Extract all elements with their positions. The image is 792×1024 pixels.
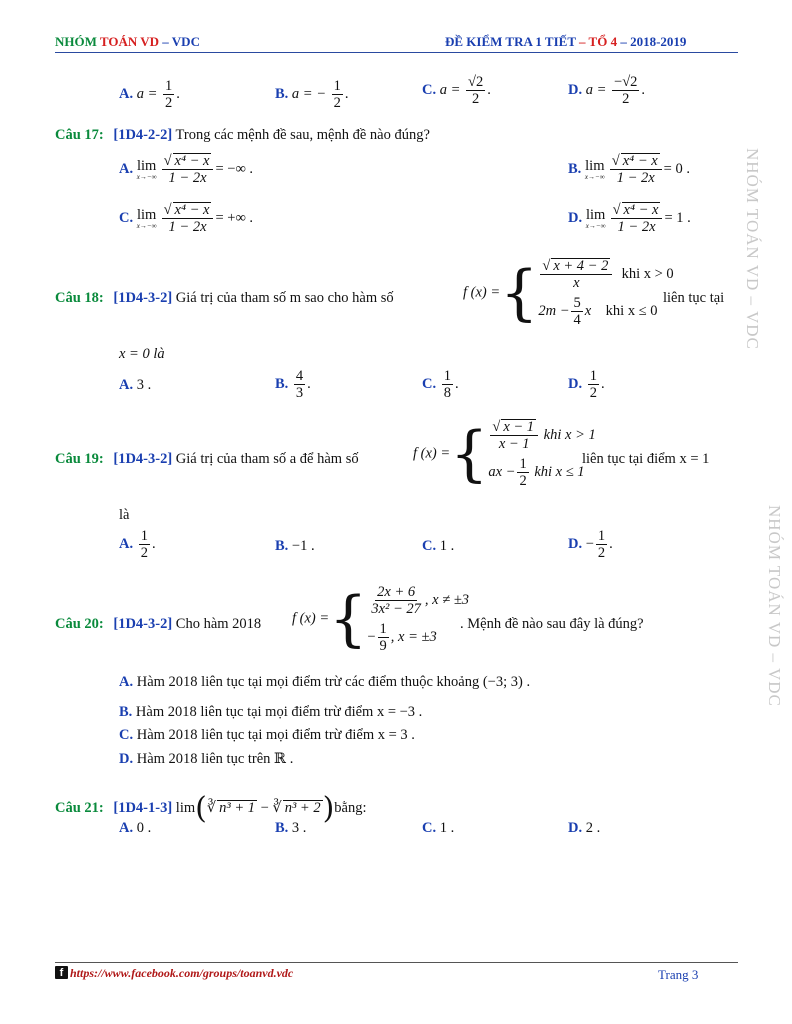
header-left-a: NHÓM (55, 34, 100, 49)
q16-option-b[interactable]: B. a = − $\frac{1}{2}$ . (275, 78, 349, 111)
q17-option-d[interactable]: D. lim x→−∞ $\frac{\text{√ x⁴ − x}}{1 - 2x}$ = 1 . (568, 202, 691, 235)
q19-brace: { (450, 419, 489, 489)
q21-option-d[interactable]: D. 2 . (568, 820, 601, 836)
q19-line2: là (119, 507, 130, 523)
q16-option-c[interactable]: C. a = $\frac{√2}{2}$ . (422, 74, 491, 107)
q18-number: Câu 18: (55, 290, 104, 306)
q17-option-a[interactable]: A. lim x→−∞ $\frac{\text{√ x⁴ − x}}{1 - 2x}$ = −∞ . (119, 153, 254, 186)
q20-number: Câu 20: (55, 616, 104, 632)
q21-tag: [1D4-1-3] (113, 799, 173, 816)
q19-option-c[interactable]: C. 1 . (422, 538, 455, 554)
q19-option-b[interactable]: B. −1 . (275, 538, 315, 554)
q21-option-a[interactable]: A. 0 . (119, 820, 152, 836)
header-right-c: – 2018-2019 (617, 34, 687, 49)
header-exam-title (445, 34, 686, 50)
q20-tag: [1D4-3-2] (113, 616, 173, 632)
q18-text: Giá trị của tham số m sao cho hàm số (175, 290, 394, 306)
watermark-bottom: NHÓM TOÁN VD – VDC (765, 505, 784, 707)
footer-rule (55, 962, 738, 963)
header-left-d: – VDC (159, 34, 200, 49)
q18-tag: [1D4-3-2] (113, 290, 173, 306)
question-18 (55, 290, 394, 307)
q20-option-c[interactable]: C. Hàm 2018 liên tục tại mọi điểm trừ điểm x = 3 . (119, 727, 415, 743)
header-right-b: – TỔ 4 (575, 34, 618, 49)
question-20 (55, 616, 261, 633)
q19-tail: liên tục tại điểm x = 1 (582, 451, 710, 467)
q18-line2: x = 0 là (119, 346, 165, 362)
footer-page-number: Trang 3 (658, 967, 699, 982)
q21-option-b[interactable]: B. 3 . (275, 820, 307, 836)
q16-option-d[interactable]: D. a = $\frac{-√2}{2}$ . (568, 74, 646, 107)
q19-number: Câu 19: (55, 451, 104, 467)
q17-option-b[interactable]: B. lim x→−∞ $\frac{\text{√ x⁴ − x}}{1 - 2x}$ = 0 . (568, 153, 690, 186)
q20-option-d[interactable]: D. Hàm 2018 liên tục trên ℝ . (119, 751, 294, 767)
header-right-a: ĐỀ KIỂM TRA 1 TIẾT (445, 34, 576, 49)
header-left-c: VD (137, 34, 160, 49)
q21-lim: lim (175, 799, 196, 816)
facebook-icon[interactable]: f (55, 966, 68, 979)
q20-option-a[interactable]: A. Hàm 2018 liên tục tại mọi điểm trừ các điểm thuộc khoảng (−3; 3) . (119, 674, 531, 690)
q17-tag: [1D4-2-2] (113, 127, 173, 143)
footer-facebook-link[interactable]: https://www.facebook.com/groups/toanvd.vdc (70, 966, 294, 980)
q20-option-b[interactable]: B. Hàm 2018 liên tục tại mọi điểm trừ điểm x = −3 . (119, 704, 423, 720)
q18-option-b[interactable]: B. $\frac{4}{3}$ . (275, 368, 311, 401)
q18-brace: { (500, 258, 539, 328)
q16-option-a[interactable]: A. a = $\frac{1}{2}$ . (119, 78, 180, 111)
question-21: Câu 21: [1D4-1-3] lim(∛ n³ + 1 − ∛ n³ + 2)bằng: (55, 791, 367, 826)
q20-tail: . Mệnh đề nào sau đây là đúng? (460, 616, 644, 632)
q19-option-d[interactable]: D. − $\frac{1}{2}$ . (568, 528, 613, 561)
q19-text: Giá trị của tham số a để hàm số (175, 451, 359, 467)
q19-option-a[interactable]: A. $\frac{1}{2}$ . (119, 528, 156, 561)
question-17 (55, 127, 430, 144)
q20-text: Cho hàm 2018 (175, 616, 262, 632)
q21-number: Câu 21: (55, 799, 104, 816)
header-rule (55, 52, 738, 53)
q18-piecewise: f (x) ={ $\frac{√ x + 4 - 2}{x}$ khi x > 0 2m − $\frac{5}{4}$ x khi x ≤ 0 (463, 258, 674, 328)
header-group-name (55, 34, 200, 50)
q18-option-d[interactable]: D. $\frac{1}{2}$ . (568, 368, 605, 401)
q18-tail: liên tục tại (663, 290, 725, 306)
q17-option-c[interactable]: C. lim x→−∞ $\frac{\text{√ x⁴ − x}}{1 - 2x}$ = +∞ . (119, 202, 254, 235)
q21-tail: bằng: (334, 799, 367, 816)
header-left-b: TOÁN (99, 34, 138, 49)
q18-option-a[interactable]: A. 3 . (119, 377, 152, 393)
q19-piecewise: f (x) ={ $\frac{√ x - 1}{x - 1}$ khi x > 1 ax − $\frac{1}{2}$ khi x ≤ 1 (413, 419, 596, 489)
q17-text: Trong các mệnh đề sau, mệnh đề nào đúng? (175, 127, 430, 143)
q20-brace: { (329, 584, 368, 654)
q20-piecewise: f (x) ={ $\frac{2x + 6}{\text{3x² − 27}}$ , x ≠ ±3 − $\frac{1}{9}$ , x = ±3 (292, 584, 470, 654)
watermark-top: NHÓM TOÁN VD – VDC (743, 148, 762, 350)
q19-tag: [1D4-3-2] (113, 451, 173, 467)
question-19 (55, 451, 359, 468)
q21-option-c[interactable]: C. 1 . (422, 820, 455, 836)
q18-option-c[interactable]: C. $\frac{1}{8}$ . (422, 368, 459, 401)
q17-number: Câu 17: (55, 127, 104, 143)
